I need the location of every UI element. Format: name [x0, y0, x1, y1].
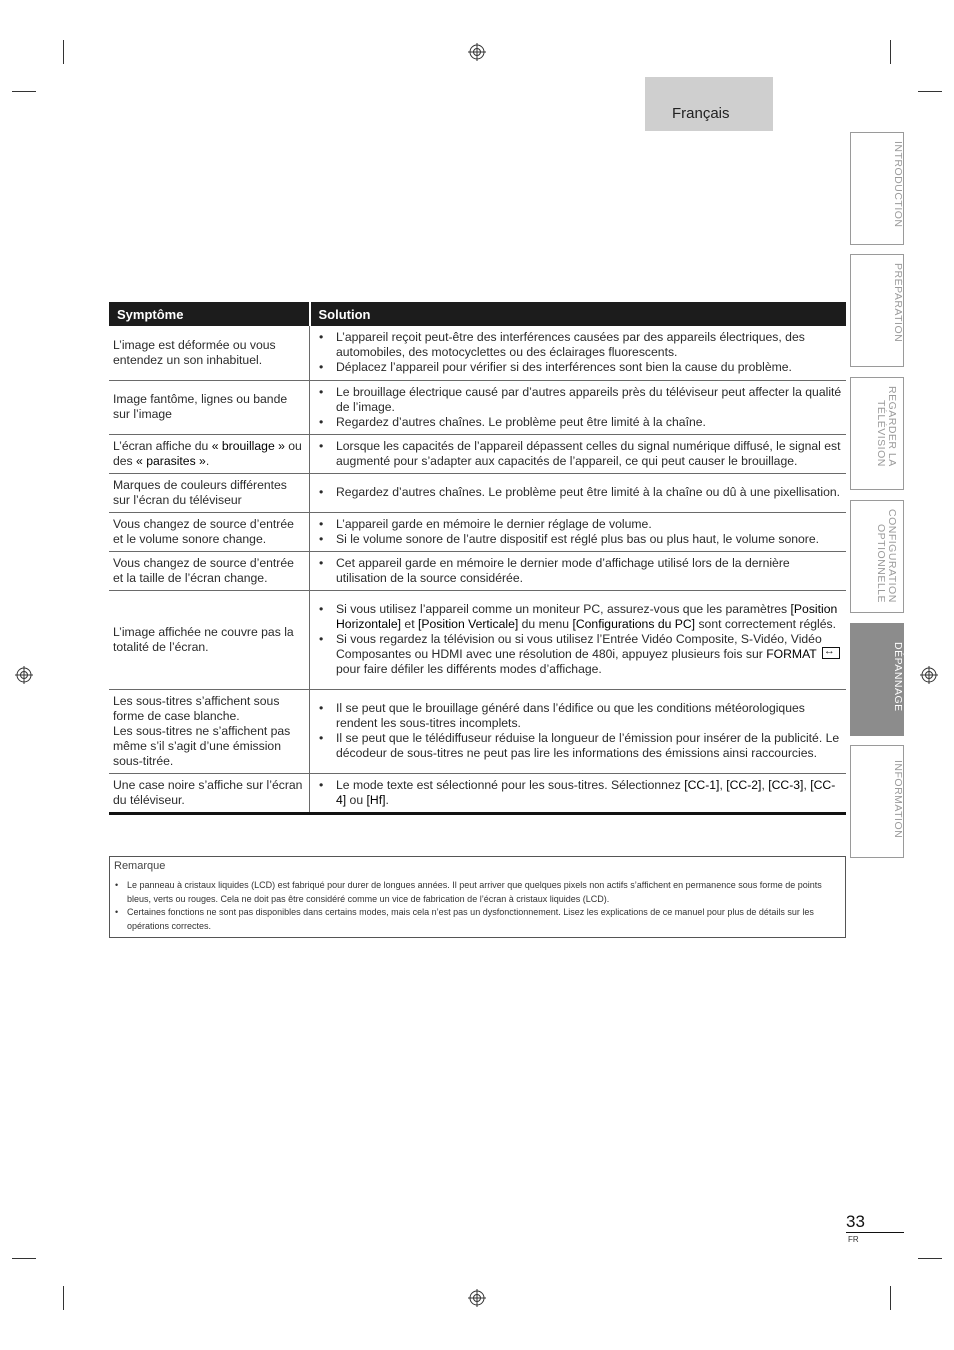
registration-mark-icon	[15, 666, 33, 684]
solution-item: • Si vous utilisez l’appareil comme un moniteur PC, assurez-vous que les paramètres [Position Horizontale] et [Position Verticale] du menu [Configurations du PC] sont correctement réglés.	[316, 602, 842, 632]
solution-cell	[310, 473, 847, 512]
symptom-cell: Marques de couleurs différentes sur l’écran du téléviseur	[109, 473, 310, 512]
language-tab	[645, 77, 773, 131]
solution-cell	[310, 590, 847, 689]
side-tab-introduction[interactable]	[850, 132, 904, 245]
side-tab-label: INFORMATION	[892, 760, 904, 839]
note-box	[109, 856, 846, 938]
table-row	[109, 380, 846, 434]
crop-mark	[12, 91, 36, 92]
side-tab-regarder-la-television[interactable]	[850, 377, 904, 490]
solution-item: • L’appareil reçoit peut-être des interférences causées par des appareils électriques, des automobiles, des motocyclettes ou des éclairages fluorescents.	[316, 330, 842, 360]
solution-cell	[310, 380, 847, 434]
symptom-cell: L’image est déformée ou vous entendez un son inhabituel.	[109, 326, 310, 380]
language-label: Français	[672, 105, 730, 122]
symptom-cell: Vous changez de source d’entrée et le volume sonore change.	[109, 512, 310, 551]
keyword: [Position Verticale]	[417, 617, 519, 631]
table-row	[109, 512, 846, 551]
solution-item: • Cet appareil garde en mémoire le dernier mode d’affichage utilisé lors de la dernière utilisation de la source considérée.	[316, 556, 842, 586]
solution-item: • L’appareil garde en mémoire le dernier réglage de volume.	[316, 517, 842, 532]
symptom-cell: Image fantôme, lignes ou bande sur l’image	[109, 380, 310, 434]
table-row	[109, 551, 846, 590]
divider	[846, 1232, 904, 1233]
symptom-cell: Vous changez de source d’entrée et la taille de l’écran change.	[109, 551, 310, 590]
note-item: • Le panneau à cristaux liquides (LCD) est fabriqué pour durer de longues années. Il peut arriver que quelques pixels non actifs s’affichent en permanence sous forme de points bleus, verts ou rouges. Cela ne doit pas être considéré comme un vice de fabrication de l’écran à cristaux liquides (LCD).	[114, 879, 826, 906]
page-number: 33	[846, 1212, 865, 1231]
keyword: FORMAT	[766, 647, 817, 661]
registration-mark-icon	[468, 43, 486, 61]
keyword: « parasites »	[136, 453, 206, 468]
solution-item: • Déplacez l’appareil pour vérifier si des interférences sont bien la cause du problème.	[316, 360, 842, 375]
registration-mark-icon	[468, 1289, 486, 1307]
table-header-row	[109, 302, 846, 326]
solution-item: • Regardez d’autres chaînes. Le problème peut être limité à la chaîne ou dû à une pixellisation.	[316, 485, 842, 500]
note-item: • Certaines fonctions ne sont pas disponibles dans certains modes, mais cela n’est pas un dysfonctionnement. Lisez les explications de ce manuel pour plus de détails sur les opérations correctes.	[114, 906, 826, 933]
keyword: [CC-3]	[768, 777, 804, 792]
side-tab-label: CONFIGURATION	[886, 509, 898, 603]
keyword: « brouillage »	[211, 438, 285, 453]
note-list	[114, 879, 826, 933]
solution-item: • Lorsque les capacités de l’appareil dépassent celles du signal numérique diffusé, le signal est augmenté pour s’adapter aux capacités de l’appareil, ce qui peut causer le brouillage.	[316, 439, 842, 469]
side-tab-depannage[interactable]	[850, 623, 904, 736]
symptom-cell: Une case noire s’affiche sur l’écran du téléviseur.	[109, 773, 310, 813]
table-row	[109, 773, 846, 813]
column-header-symptom: Symptôme	[109, 302, 310, 326]
keyword: [Hf]	[366, 792, 386, 807]
table-row	[109, 590, 846, 689]
keyword: [Configurations du PC]	[572, 617, 696, 631]
note-title: Remarque	[114, 860, 166, 872]
table-row	[109, 326, 846, 380]
symptom-cell: L’image affichée ne couvre pas la totalité de l’écran.	[109, 590, 310, 689]
solution-cell	[310, 773, 847, 813]
side-tab-configuration-optionnelle[interactable]	[850, 500, 904, 613]
crop-mark	[63, 1286, 64, 1310]
side-tab-label: TÉLÉVISION	[875, 399, 887, 467]
keyword: [CC-2]	[726, 777, 762, 792]
side-tab-label: PRÉPARATION	[892, 263, 904, 343]
crop-mark	[918, 91, 942, 92]
keyword: [CC-1]	[684, 777, 720, 792]
solution-cell	[310, 512, 847, 551]
solution-item: • Il se peut que le brouillage généré dans l’édifice ou que les conditions météorologiques rendent les sous-titres incomplets.	[316, 701, 842, 731]
side-tab-label: INTRODUCTION	[892, 141, 904, 228]
side-tab-preparation[interactable]	[850, 254, 904, 367]
solution-item: • Si vous regardez la télévision ou si vous utilisez l’Entrée Vidéo Composite, S-Vidéo, Vidéo Composantes ou HDMI avec une résolution de 480i, appuyez plusieurs fois sur FORMAT ↔ pour faire défiler les différents modes d’affichage.	[316, 632, 842, 677]
crop-mark	[63, 40, 64, 64]
solution-item: • Il se peut que le télédiffuseur réduise la longueur de l’émission pour insérer de la publicité. Le décodeur de sous-titres ne peut pas lire les informations des émissions ainsi raccourcies.	[316, 731, 842, 761]
column-header-solution: Solution	[310, 302, 847, 326]
table-row	[109, 689, 846, 773]
troubleshooting-table	[109, 302, 846, 815]
registration-mark-icon	[920, 666, 938, 684]
symptom-cell: Les sous-titres s’affichent sous forme de case blanche. Les sous-titres ne s’affichent pas même s’il s’agit d’une émission sous-titrée.	[109, 689, 310, 773]
side-tab-information[interactable]	[850, 745, 904, 858]
symptom-cell: L’écran affiche du « brouillage » ou des « parasites ».	[109, 434, 310, 473]
table-row	[109, 473, 846, 512]
crop-mark	[918, 1258, 942, 1259]
crop-mark	[890, 40, 891, 64]
crop-mark	[12, 1258, 36, 1259]
solution-item: • Le mode texte est sélectionné pour les sous-titres. Sélectionnez [CC-1], [CC-2], [CC-3], [CC-4] ou [Hf].	[316, 778, 842, 808]
side-tab-label: REGARDER LA	[886, 386, 898, 467]
side-tab-label: DÉPANNAGE	[892, 642, 904, 712]
solution-cell	[310, 689, 847, 773]
language-code: FR	[848, 1235, 859, 1244]
side-tab-label: OPTIONNELLE	[875, 523, 887, 603]
solution-item: • Le brouillage électrique causé par d’autres appareils près du téléviseur peut affecter la qualité de l’image.	[316, 385, 842, 415]
solution-item: • Si le volume sonore de l’autre dispositif est réglé plus bas ou plus haut, le volume sonore.	[316, 532, 842, 547]
solution-cell	[310, 326, 847, 380]
keyword: [CC-4]	[336, 777, 836, 807]
crop-mark	[890, 1286, 891, 1310]
format-button-icon	[822, 647, 840, 659]
keyword: [Position Horizontale]	[336, 602, 838, 631]
table-row	[109, 434, 846, 473]
solution-item: • Regardez d’autres chaînes. Le problème peut être limité à la chaîne.	[316, 415, 842, 430]
solution-cell	[310, 434, 847, 473]
solution-cell	[310, 551, 847, 590]
